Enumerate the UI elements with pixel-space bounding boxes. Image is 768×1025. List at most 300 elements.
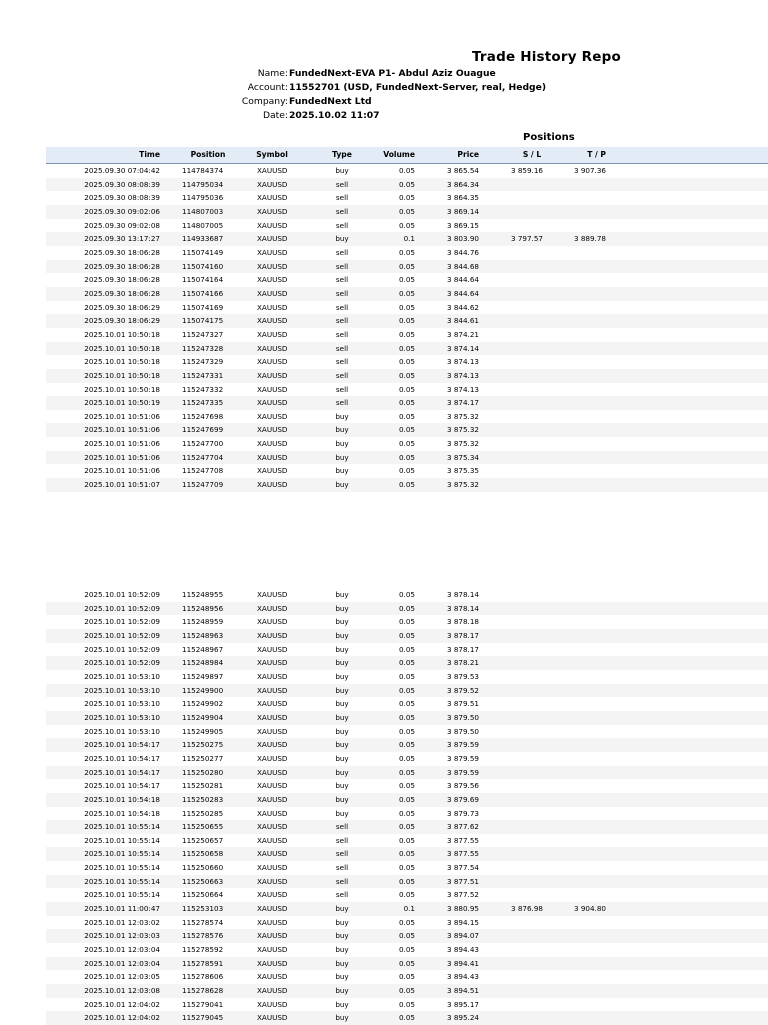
cell-price: 3 879.52	[446, 685, 479, 695]
cell-type: buy	[335, 439, 349, 449]
cell-volume: 0.05	[398, 466, 415, 476]
cell-type: buy	[335, 617, 349, 627]
cell-position: 115278574	[182, 917, 224, 927]
info-row-name	[0, 67, 768, 81]
table-row	[46, 205, 768, 219]
cell-position: 114807003	[182, 206, 224, 216]
cell-symbol: XAUUSD	[257, 658, 288, 668]
table-row	[46, 629, 768, 643]
cell-symbol: XAUUSD	[257, 767, 288, 777]
cell-time: 2025.10.01 10:53:10	[84, 726, 160, 736]
cell-price: 3 844.62	[446, 302, 479, 312]
cell-time: 2025.10.01 10:55:14	[84, 863, 160, 873]
cell-time: 2025.09.30 09:02:08	[84, 220, 160, 230]
table-row	[46, 287, 768, 301]
cell-position: 115247335	[182, 398, 224, 408]
cell-time: 2025.10.01 12:03:08	[84, 986, 160, 996]
cell-type: buy	[335, 590, 349, 599]
table-body-bottom	[46, 588, 768, 1025]
header-price: Price	[457, 150, 479, 159]
cell-symbol: XAUUSD	[257, 247, 288, 257]
cell-position: 115250663	[182, 876, 224, 886]
table-row	[46, 957, 768, 971]
cell-type: buy	[335, 466, 349, 476]
cell-type: sell	[335, 876, 349, 886]
cell-time: 2025.10.01 10:50:18	[84, 357, 160, 367]
cell-type: buy	[335, 644, 349, 654]
cell-time: 2025.10.01 10:52:09	[84, 644, 160, 654]
cell-symbol: XAUUSD	[257, 863, 288, 873]
cell-type: buy	[335, 425, 349, 435]
cell-symbol: XAUUSD	[257, 986, 288, 996]
cell-time: 2025.10.01 12:03:02	[84, 917, 160, 927]
cell-price: 3 877.55	[446, 849, 479, 859]
cell-sl: 3 876.98	[510, 904, 543, 914]
cell-volume: 0.05	[398, 781, 415, 791]
table-row	[46, 410, 768, 424]
cell-volume: 0.05	[398, 685, 415, 695]
cell-volume: 0.05	[398, 302, 415, 312]
info-value-name: FundedNext-EVA P1- Abdul Aziz Ouague	[289, 68, 496, 79]
cell-volume: 0.1	[403, 234, 415, 244]
table-row	[46, 656, 768, 670]
cell-time: 2025.10.01 12:03:03	[84, 931, 160, 941]
table-row	[46, 164, 768, 178]
cell-type: sell	[335, 316, 349, 326]
cell-symbol: XAUUSD	[257, 808, 288, 818]
cell-time: 2025.10.01 10:50:19	[84, 398, 160, 408]
cell-time: 2025.10.01 12:03:04	[84, 945, 160, 955]
cell-volume: 0.05	[398, 999, 415, 1009]
cell-price: 3 875.32	[446, 480, 479, 490]
cell-type: sell	[335, 863, 349, 873]
cell-time: 2025.10.01 10:53:10	[84, 685, 160, 695]
cell-volume: 0.05	[398, 753, 415, 763]
cell-type: sell	[335, 302, 349, 312]
cell-time: 2025.10.01 10:51:07	[84, 480, 160, 490]
cell-time: 2025.10.01 12:03:05	[84, 972, 160, 982]
cell-price: 3 879.59	[446, 740, 479, 750]
cell-price: 3 877.51	[446, 876, 479, 886]
info-label-date: Date:	[262, 110, 288, 121]
cell-position: 115249904	[182, 712, 224, 722]
cell-volume: 0.05	[398, 972, 415, 982]
cell-position: 115279041	[182, 999, 224, 1009]
table-row	[46, 301, 768, 315]
table-row	[46, 369, 768, 383]
cell-price: 3 894.15	[446, 917, 479, 927]
table-row	[46, 314, 768, 328]
table-row	[46, 984, 768, 998]
cell-price: 3 864.35	[446, 193, 479, 203]
cell-volume: 0.05	[398, 206, 415, 216]
cell-position: 115247709	[182, 480, 224, 490]
cell-volume: 0.05	[398, 630, 415, 640]
table-row	[46, 478, 768, 492]
table-row	[46, 998, 768, 1012]
table-row	[46, 451, 768, 465]
section-title-positions: Positions	[523, 132, 575, 143]
cell-type: buy	[335, 999, 349, 1009]
cell-price: 3 877.54	[446, 863, 479, 873]
table-row	[46, 423, 768, 437]
cell-price: 3 878.14	[446, 603, 479, 613]
cell-volume: 0.05	[398, 590, 415, 599]
cell-time: 2025.10.01 10:50:18	[84, 370, 160, 380]
cell-price: 3 874.13	[446, 370, 479, 380]
cell-type: sell	[335, 890, 349, 900]
cell-symbol: XAUUSD	[257, 316, 288, 326]
cell-symbol: XAUUSD	[257, 439, 288, 449]
cell-price: 3 878.18	[446, 617, 479, 627]
cell-position: 115247328	[182, 343, 224, 353]
cell-type: buy	[335, 480, 349, 490]
cell-time: 2025.09.30 08:08:39	[84, 193, 160, 203]
cell-type: sell	[335, 288, 349, 298]
cell-volume: 0.05	[398, 193, 415, 203]
cell-type: buy	[335, 234, 349, 244]
cell-price: 3 869.15	[446, 220, 479, 230]
cell-type: buy	[335, 726, 349, 736]
cell-type: buy	[335, 767, 349, 777]
cell-price: 3 879.59	[446, 753, 479, 763]
cell-type: buy	[335, 658, 349, 668]
cell-type: sell	[335, 370, 349, 380]
cell-volume: 0.05	[398, 890, 415, 900]
cell-position: 115253103	[182, 904, 224, 914]
cell-position: 115248963	[182, 630, 224, 640]
cell-position: 115074166	[182, 288, 224, 298]
table-row	[46, 888, 768, 902]
cell-symbol: XAUUSD	[257, 234, 288, 244]
table-body-top	[46, 164, 768, 492]
table-row	[46, 779, 768, 793]
cell-time: 2025.10.01 10:55:14	[84, 876, 160, 886]
cell-symbol: XAUUSD	[257, 179, 288, 189]
cell-time: 2025.10.01 12:04:02	[84, 999, 160, 1009]
cell-time: 2025.10.01 10:53:10	[84, 712, 160, 722]
cell-time: 2025.10.01 10:55:14	[84, 835, 160, 845]
cell-type: buy	[335, 1013, 349, 1023]
cell-symbol: XAUUSD	[257, 398, 288, 408]
cell-volume: 0.05	[398, 261, 415, 271]
cell-volume: 0.05	[398, 671, 415, 681]
cell-time: 2025.10.01 10:50:18	[84, 329, 160, 339]
cell-symbol: XAUUSD	[257, 343, 288, 353]
header-volume: Volume	[383, 150, 415, 159]
header-tp: T / P	[587, 150, 606, 159]
table-row	[46, 219, 768, 233]
cell-volume: 0.05	[398, 822, 415, 832]
cell-symbol: XAUUSD	[257, 466, 288, 476]
cell-volume: 0.05	[398, 644, 415, 654]
cell-volume: 0.05	[398, 166, 415, 175]
cell-volume: 0.05	[398, 603, 415, 613]
cell-position: 115249902	[182, 699, 224, 709]
cell-volume: 0.05	[398, 986, 415, 996]
cell-position: 115247700	[182, 439, 224, 449]
table-row	[46, 929, 768, 943]
cell-type: sell	[335, 835, 349, 845]
cell-position: 115247327	[182, 329, 224, 339]
cell-time: 2025.09.30 18:06:29	[84, 302, 160, 312]
info-row-date	[0, 109, 768, 123]
table-row	[46, 643, 768, 657]
cell-price: 3 894.07	[446, 931, 479, 941]
cell-volume: 0.05	[398, 726, 415, 736]
cell-time: 2025.10.01 10:54:17	[84, 767, 160, 777]
table-row	[46, 916, 768, 930]
cell-symbol: XAUUSD	[257, 370, 288, 380]
table-row	[46, 464, 768, 478]
cell-type: sell	[335, 179, 349, 189]
cell-position: 115250655	[182, 822, 224, 832]
cell-price: 3 878.17	[446, 630, 479, 640]
cell-price: 3 895.17	[446, 999, 479, 1009]
cell-symbol: XAUUSD	[257, 302, 288, 312]
info-row-account	[0, 81, 768, 95]
cell-time: 2025.09.30 18:06:28	[84, 288, 160, 298]
cell-type: buy	[335, 685, 349, 695]
cell-price: 3 879.51	[446, 699, 479, 709]
cell-position: 115250664	[182, 890, 224, 900]
cell-volume: 0.1	[403, 904, 415, 914]
cell-symbol: XAUUSD	[257, 712, 288, 722]
table-row	[46, 273, 768, 287]
cell-symbol: XAUUSD	[257, 288, 288, 298]
cell-volume: 0.05	[398, 343, 415, 353]
cell-volume: 0.05	[398, 425, 415, 435]
cell-price: 3 869.14	[446, 206, 479, 216]
cell-time: 2025.10.01 10:51:06	[84, 466, 160, 476]
cell-position: 115250658	[182, 849, 224, 859]
cell-position: 114807005	[182, 220, 224, 230]
cell-time: 2025.10.01 10:54:17	[84, 753, 160, 763]
cell-symbol: XAUUSD	[257, 685, 288, 695]
cell-type: sell	[335, 822, 349, 832]
cell-type: buy	[335, 808, 349, 818]
cell-symbol: XAUUSD	[257, 206, 288, 216]
cell-volume: 0.05	[398, 370, 415, 380]
cell-time: 2025.10.01 10:51:06	[84, 439, 160, 449]
cell-type: buy	[335, 712, 349, 722]
cell-position: 115248959	[182, 617, 224, 627]
cell-position: 115250283	[182, 794, 224, 804]
cell-volume: 0.05	[398, 288, 415, 298]
cell-type: sell	[335, 849, 349, 859]
cell-price: 3 878.14	[446, 590, 479, 599]
header-symbol: Symbol	[256, 150, 288, 159]
cell-symbol: XAUUSD	[257, 617, 288, 627]
cell-symbol: XAUUSD	[257, 822, 288, 832]
table-row	[46, 260, 768, 274]
info-label-account: Account:	[247, 82, 288, 93]
cell-symbol: XAUUSD	[257, 999, 288, 1009]
cell-time: 2025.10.01 10:50:18	[84, 343, 160, 353]
cell-type: buy	[335, 986, 349, 996]
cell-symbol: XAUUSD	[257, 220, 288, 230]
cell-position: 115250275	[182, 740, 224, 750]
cell-type: buy	[335, 931, 349, 941]
cell-type: buy	[335, 411, 349, 421]
cell-type: buy	[335, 781, 349, 791]
cell-volume: 0.05	[398, 384, 415, 394]
table-row	[46, 396, 768, 410]
cell-position: 115074169	[182, 302, 224, 312]
table-row	[46, 383, 768, 397]
cell-symbol: XAUUSD	[257, 753, 288, 763]
table-row	[46, 820, 768, 834]
info-label-company: Company:	[241, 96, 288, 107]
cell-position: 115278592	[182, 945, 224, 955]
cell-price: 3 875.32	[446, 411, 479, 421]
cell-price: 3 894.43	[446, 972, 479, 982]
cell-price: 3 844.61	[446, 316, 479, 326]
cell-price: 3 865.54	[446, 166, 479, 175]
cell-type: sell	[335, 220, 349, 230]
cell-type: sell	[335, 343, 349, 353]
cell-type: buy	[335, 630, 349, 640]
cell-time: 2025.10.01 10:54:18	[84, 794, 160, 804]
cell-volume: 0.05	[398, 1013, 415, 1023]
cell-type: sell	[335, 275, 349, 285]
cell-price: 3 844.64	[446, 275, 479, 285]
cell-volume: 0.05	[398, 958, 415, 968]
table-row	[46, 793, 768, 807]
table-row	[46, 328, 768, 342]
cell-type: sell	[335, 261, 349, 271]
cell-tp: 3 904.80	[573, 904, 606, 914]
cell-time: 2025.10.01 10:55:14	[84, 822, 160, 832]
cell-sl: 3 859.16	[510, 166, 543, 175]
cell-time: 2025.10.01 12:04:02	[84, 1013, 160, 1023]
table-row	[46, 588, 768, 602]
info-row-company	[0, 95, 768, 109]
cell-symbol: XAUUSD	[257, 357, 288, 367]
cell-price: 3 844.76	[446, 247, 479, 257]
cell-price: 3 877.52	[446, 890, 479, 900]
cell-price: 3 803.90	[446, 234, 479, 244]
cell-symbol: XAUUSD	[257, 452, 288, 462]
table-row	[46, 807, 768, 821]
cell-tp: 3 907.36	[573, 166, 606, 175]
cell-symbol: XAUUSD	[257, 425, 288, 435]
cell-symbol: XAUUSD	[257, 275, 288, 285]
cell-type: buy	[335, 740, 349, 750]
cell-type: sell	[335, 329, 349, 339]
cell-time: 2025.10.01 10:51:06	[84, 452, 160, 462]
cell-position: 115247699	[182, 425, 224, 435]
table-row	[46, 178, 768, 192]
cell-type: buy	[335, 917, 349, 927]
cell-position: 115250657	[182, 835, 224, 845]
cell-volume: 0.05	[398, 863, 415, 873]
cell-price: 3 894.41	[446, 958, 479, 968]
cell-volume: 0.05	[398, 179, 415, 189]
cell-position: 115248984	[182, 658, 224, 668]
cell-volume: 0.05	[398, 931, 415, 941]
cell-position: 115278628	[182, 986, 224, 996]
cell-time: 2025.09.30 07:04:42	[84, 166, 160, 175]
cell-symbol: XAUUSD	[257, 1013, 288, 1023]
cell-type: buy	[335, 452, 349, 462]
cell-price: 3 879.53	[446, 671, 479, 681]
cell-symbol: XAUUSD	[257, 590, 288, 599]
cell-time: 2025.10.01 10:51:06	[84, 425, 160, 435]
cell-price: 3 875.32	[446, 425, 479, 435]
cell-tp: 3 889.78	[573, 234, 606, 244]
cell-time: 2025.10.01 10:54:17	[84, 740, 160, 750]
cell-price: 3 844.68	[446, 261, 479, 271]
cell-type: sell	[335, 384, 349, 394]
cell-time: 2025.09.30 18:06:29	[84, 316, 160, 326]
cell-price: 3 874.14	[446, 343, 479, 353]
cell-symbol: XAUUSD	[257, 699, 288, 709]
cell-position: 115247331	[182, 370, 224, 380]
table-row	[46, 342, 768, 356]
table-row	[46, 684, 768, 698]
table-row	[46, 902, 768, 916]
cell-price: 3 879.69	[446, 794, 479, 804]
cell-time: 2025.10.01 10:54:17	[84, 781, 160, 791]
table-row	[46, 355, 768, 369]
table-row	[46, 697, 768, 711]
cell-price: 3 875.32	[446, 439, 479, 449]
cell-time: 2025.10.01 10:53:10	[84, 699, 160, 709]
cell-price: 3 875.34	[446, 452, 479, 462]
cell-position: 115249897	[182, 671, 224, 681]
info-value-date: 2025.10.02 11:07	[289, 110, 380, 121]
cell-type: buy	[335, 904, 349, 914]
table-row	[46, 232, 768, 246]
info-value-account: 11552701 (USD, FundedNext-Server, real, Hedge)	[289, 82, 547, 93]
cell-symbol: XAUUSD	[257, 958, 288, 968]
cell-position: 115248967	[182, 644, 224, 654]
cell-price: 3 874.21	[446, 329, 479, 339]
header-position: Position	[190, 150, 226, 159]
cell-type: buy	[335, 958, 349, 968]
cell-price: 3 878.21	[446, 658, 479, 668]
cell-volume: 0.05	[398, 617, 415, 627]
cell-type: sell	[335, 247, 349, 257]
cell-price: 3 880.95	[446, 904, 479, 914]
cell-position: 115249905	[182, 726, 224, 736]
cell-volume: 0.05	[398, 835, 415, 845]
cell-type: buy	[335, 603, 349, 613]
cell-position: 115247329	[182, 357, 224, 367]
cell-symbol: XAUUSD	[257, 166, 288, 175]
table-row	[46, 670, 768, 684]
cell-price: 3 878.17	[446, 644, 479, 654]
cell-price: 3 877.62	[446, 822, 479, 832]
cell-volume: 0.05	[398, 849, 415, 859]
cell-volume: 0.05	[398, 699, 415, 709]
table-row	[46, 615, 768, 629]
cell-symbol: XAUUSD	[257, 781, 288, 791]
cell-symbol: XAUUSD	[257, 630, 288, 640]
cell-time: 2025.09.30 18:06:28	[84, 247, 160, 257]
cell-time: 2025.09.30 13:17:27	[84, 234, 160, 244]
cell-volume: 0.05	[398, 712, 415, 722]
cell-time: 2025.10.01 10:52:09	[84, 603, 160, 613]
cell-position: 115247698	[182, 411, 224, 421]
cell-symbol: XAUUSD	[257, 945, 288, 955]
table-row	[46, 752, 768, 766]
cell-volume: 0.05	[398, 452, 415, 462]
cell-symbol: XAUUSD	[257, 972, 288, 982]
cell-time: 2025.10.01 10:52:09	[84, 630, 160, 640]
cell-price: 3 879.50	[446, 726, 479, 736]
